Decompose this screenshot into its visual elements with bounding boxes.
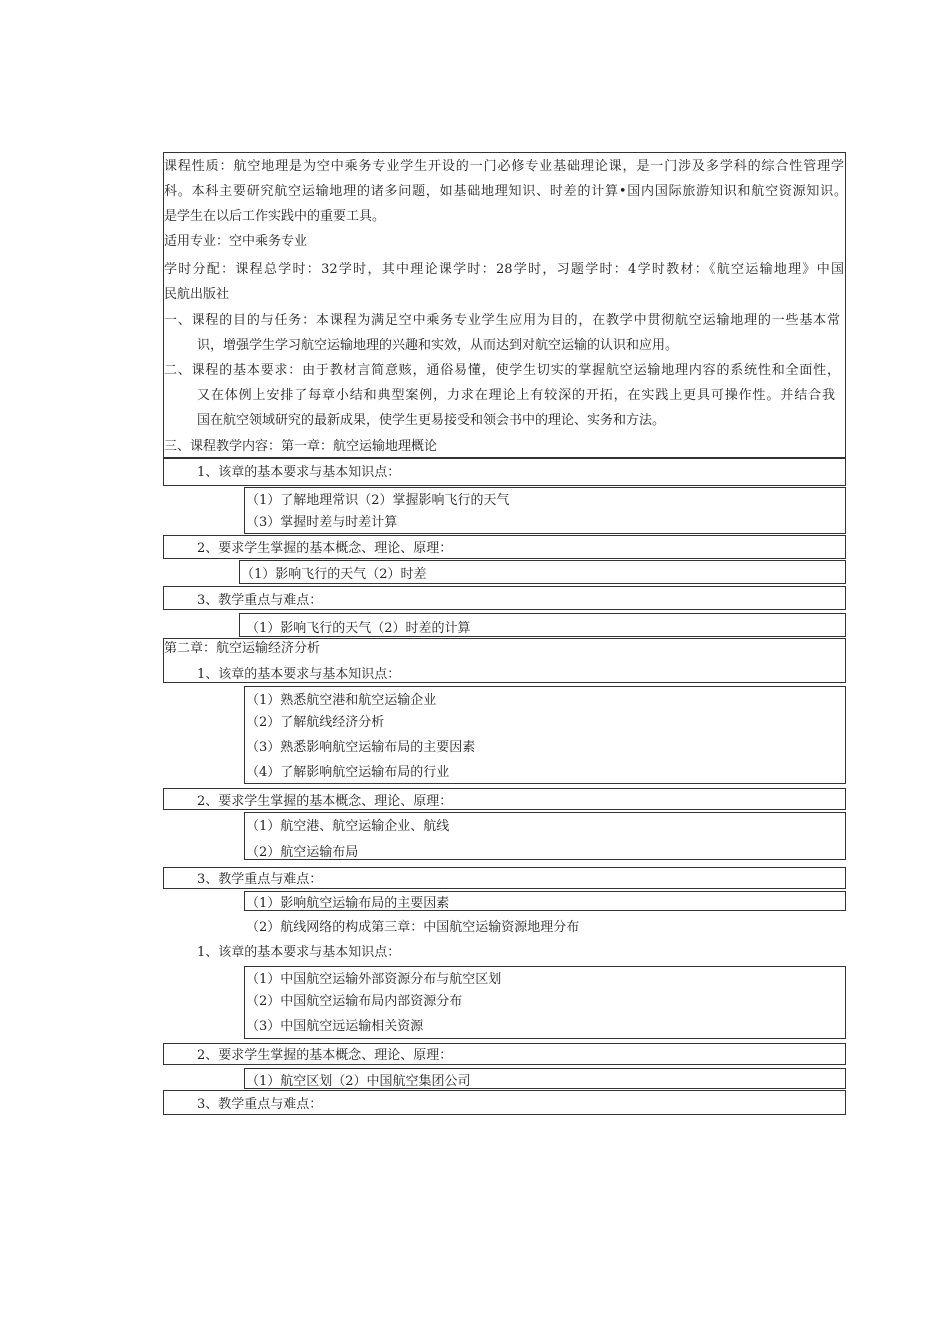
chapter2-title: 第二章：航空运输经济分析 bbox=[164, 641, 321, 656]
list-item: （1）熟悉航空港和航空运输企业 bbox=[246, 693, 437, 708]
list-item: （1）影响飞行的天气（2）时差的计算 bbox=[246, 621, 471, 636]
ch2-section3-heading: 3、教学重点与难点： bbox=[197, 872, 323, 887]
list-item: （2）了解航线经济分析 bbox=[246, 715, 385, 730]
list-item: （1）影响飞行的天气（2）时差 bbox=[241, 567, 427, 582]
list-item: （3）掌握时差与时差计算 bbox=[246, 515, 398, 530]
list-item: （1）中国航空运输外部资源分布与航空区划 bbox=[246, 972, 502, 987]
list-item: （3）中国航空远运输相关资源 bbox=[246, 1019, 424, 1034]
ch3-section2-heading: 2、要求学生掌握的基本概念、理论、原理： bbox=[197, 1048, 453, 1063]
list-item: （1）了解地理常识（2）掌握影响飞行的天气 bbox=[246, 493, 510, 508]
list-item: （1）航空港、航空运输企业、航线 bbox=[246, 819, 450, 834]
course-nature-line3: 是学生在以后工作实践中的重要工具。 bbox=[164, 209, 386, 224]
ch2-section1-heading: 1、该章的基本要求与基本知识点： bbox=[197, 667, 401, 682]
ch1-section2-heading: 2、要求学生掌握的基本概念、理论、原理： bbox=[197, 541, 453, 556]
requirements-line3: 国在航空领域研究的最新成果，使学生更易接受和领会书中的理论、实务和方法。 bbox=[197, 413, 666, 428]
ch1-section1-heading: 1、该章的基本要求与基本知识点： bbox=[197, 465, 401, 480]
list-item: （2）航线网络的构成第三章：中国航空运输资源地理分布 bbox=[246, 920, 580, 935]
hours-line1: 学时分配：课程总学时：32学时，其中理论课学时：28学时，习题学时：4学时教材：《航空运输地理》中国 bbox=[164, 262, 844, 277]
requirements-line1: 二、课程的基本要求：由于教材言简意赅，通俗易懂，使学生切实的掌握航空运输地理内容的系统性和全面性， bbox=[164, 363, 840, 378]
list-item: （3）熟悉影响航空运输布局的主要因素 bbox=[246, 740, 476, 755]
applicable-major: 适用专业：空中乘务专业 bbox=[164, 234, 308, 249]
list-item: （2）中国航空运输布局内部资源分布 bbox=[246, 994, 463, 1009]
teaching-content-heading: 三、课程教学内容：第一章：航空运输地理概论 bbox=[164, 439, 438, 454]
list-item: （1）影响航空运输布局的主要因素 bbox=[246, 896, 450, 911]
list-item: （1）航空区划（2）中国航空集团公司 bbox=[246, 1074, 471, 1089]
ch1-section3-heading: 3、教学重点与难点： bbox=[197, 593, 323, 608]
goal-line1: 一、课程的目的与任务：本课程为满足空中乘务专业学生应用为目的，在教学中贯彻航空运输地理的一些基本常 bbox=[164, 313, 840, 328]
course-nature-line2: 科。本科主要研究航空运输地理的诸多问题，如基础地理知识、时差的计算•国内国际旅游知识和航空资源知识。 bbox=[164, 184, 847, 199]
list-item: （2）航空运输布局 bbox=[246, 845, 359, 860]
list-item: （4）了解影响航空运输布局的行业 bbox=[246, 765, 450, 780]
requirements-line2: 又在体例上安排了每章小结和典型案例，力求在理论上有较深的开拓，在实践上更具可操作性。并结合我 bbox=[197, 388, 835, 403]
ch3-section1-heading: 1、该章的基本要求与基本知识点： bbox=[197, 945, 401, 960]
hours-line2: 民航出版社 bbox=[164, 287, 230, 302]
goal-line2: 识，增强学生学习航空运输地理的兴趣和实效，从而达到对航空运输的认识和应用。 bbox=[197, 338, 679, 353]
ch3-section3-heading: 3、教学重点与难点： bbox=[197, 1097, 323, 1112]
ch2-section2-heading: 2、要求学生掌握的基本概念、理论、原理： bbox=[197, 794, 453, 809]
course-nature-line1: 课程性质：航空地理是为空中乘务专业学生开设的一门必修专业基础理论课，是一门涉及多学科的综合性管理学 bbox=[164, 159, 844, 174]
